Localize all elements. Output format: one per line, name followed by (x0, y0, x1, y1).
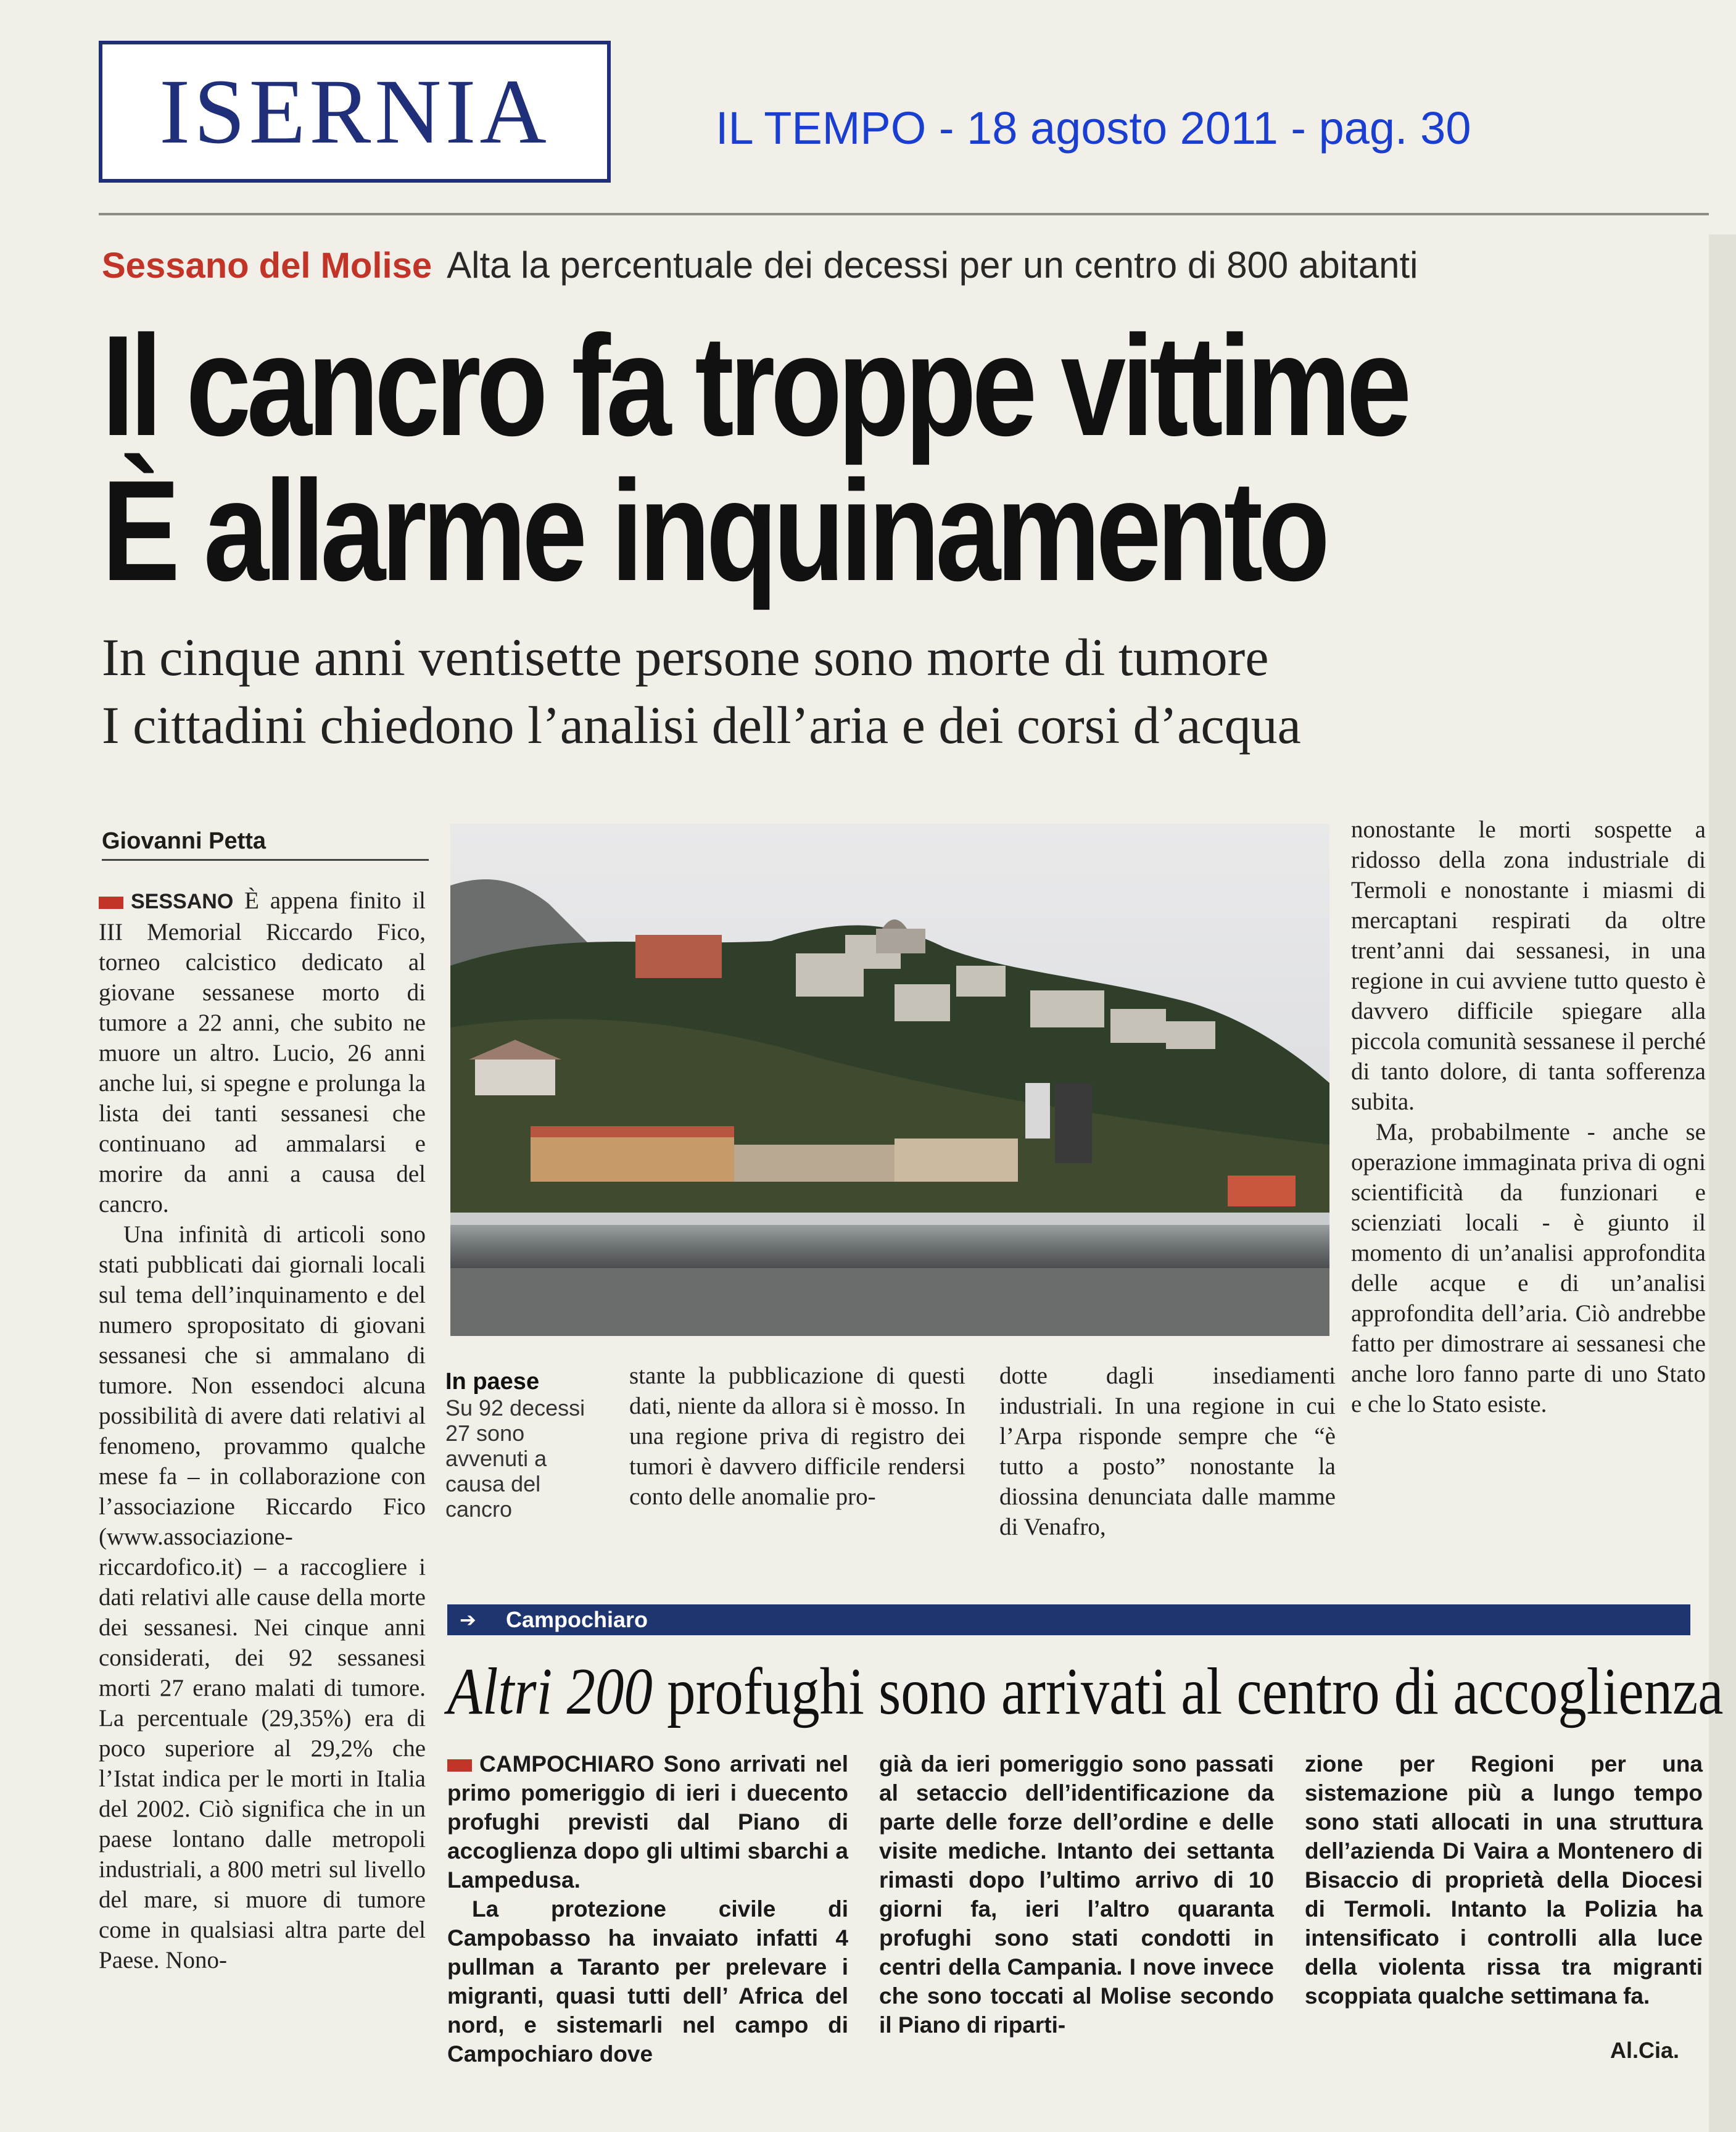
adjacent-page-edge (1709, 234, 1736, 2132)
paragraph: dotte dagli insediamenti industriali. In una regione in cui l’Arpa risponde sempre che “è tutto a posto” nonostante la diossina denunciata dalle mamme di Venafro, (999, 1363, 1336, 1540)
byline-rule (102, 859, 429, 861)
article-2-column-2 (879, 1749, 1274, 2039)
paragraph: stante la pubblicazione di questi dati, niente da allora si è mosso. In una regione priva di registro dei tumori è davvero difficile rendersi conto delle anomalie pro- (629, 1363, 965, 1510)
deck-line-1: In cinque anni ventisette persone sono morte di tumore (102, 628, 1269, 687)
caption-title: In paese (445, 1369, 540, 1395)
paragraph: Sono arrivati nel primo pomeriggio di ieri i duecento profughi previsti dal Piano di accoglienza dopo gli ultimi sbarchi a Lampedusa. (447, 1751, 849, 1893)
deck-line-2: I cittadini chiedono l’analisi dell’aria e dei corsi d’acqua (102, 695, 1301, 755)
arrow-right-icon: ➔ (460, 1608, 476, 1632)
section-title: ISERNIA (159, 60, 550, 163)
article-2-signature: Al.Cia. (1610, 2038, 1680, 2063)
paragraph: La protezione civile di Campobasso ha invaiato infatti 4 pullman a Taranto per prelevare i migranti, quasi tutti dell’ Africa del nord, e sistemarli nel campo di Campochiaro dove (447, 1896, 848, 2067)
header-divider (99, 213, 1709, 215)
source-annotation: IL TEMPO - 18 agosto 2011 - pag. 30 (716, 102, 1471, 154)
headline-line-2: È allarme inquinamento (102, 451, 1326, 611)
headline-line-1: Il cancro fa troppe vittime (102, 306, 1407, 466)
paragraph: È appena finito il III Memorial Riccardo Fico, torneo calcistico dedicato al giovane sessanese morto di tumore a 22 anni, che subito ne muore un altro. Lucio, 26 anni anche lui, si spegne e prolunga la lista dei tanti sessanesi che continuano ad ammalarsi e morire da anni a causa del cancro. (99, 887, 426, 1217)
paragraph: zione per Regioni per una sistemazione più a lungo tempo sono stati allocati in una struttura dell’azienda Di Vaira a Montenero di Bisaccio di proprietà della Diocesi di Termoli. Intanto la Polizia ha intensificato i controlli alla luce della violenta rissa tra migranti scoppiata qualche settimana fa. (1305, 1751, 1703, 2009)
dateline-marker (99, 897, 123, 909)
author-byline: Giovanni Petta (102, 828, 267, 854)
headline-italic: Altri 200 (447, 1655, 653, 1728)
village-photo (450, 824, 1329, 1336)
photo-caption (445, 1369, 593, 1522)
article-column-left (99, 886, 426, 2073)
dateline-marker (447, 1759, 472, 1772)
kicker-place: Sessano del Molise (102, 246, 432, 286)
article-column-middle-b (999, 1361, 1336, 1564)
kicker-text: Alta la percentuale dei decessi per un centro di 800 abitanti (447, 244, 1418, 286)
headline-rest: profughi sono arrivati al centro di accoglienza (667, 1655, 1724, 1728)
section-masthead (99, 41, 611, 183)
article-2-column-3 (1305, 1749, 1703, 2033)
article-2-column-1 (447, 1749, 849, 2067)
paragraph: Una infinità di articoli sono stati pubblicati dai giornali locali sul tema dell’inquinamento e del numero spropositato di giovani sessanesi che si ammalano di tumore. Non essendoci alcuna possibilità di avere dati relativi al fenomeno, provammo qualche mese fa – in collaborazione con l’associazione Riccardo Fico (www.associazione-riccardofico.it) – a raccogliere i dati relativi alle cause della morte dei sessanesi. Nei cinque anni considerati, dei 92 sessanesi morti 27 erano malati di tumore. La percentuale (29,35%) era di poco superiore al 29,2% che l’Istat indica per le morti in Italia del 2002. Ciò significa che in un paese lontano dalle metropoli industriali, a 800 metri sul livello del mare, si muore di tumore come in qualsiasi altra parte del Paese. Nono- (99, 1221, 426, 1973)
dateline: SESSANO (131, 890, 234, 913)
dateline: CAMPOCHIARO (479, 1751, 655, 1777)
section-band-label: Campochiaro (506, 1607, 648, 1632)
article-column-right (1351, 815, 1706, 1574)
paragraph: Ma, probabilmente - anche se operazione immaginata priva di ogni scientificità da funzionari e scienziati locali - è giunto il momento di un’analisi approfondita delle acque e di un’analisi approfondita dell’aria. Ciò andrebbe fatto per dimostrare ai sessanesi che anche loro fanno parte di uno Stato e che lo Stato esiste. (1351, 1119, 1706, 1417)
paragraph: nonostante le morti sospette a ridosso della zona industriale di Termoli e nonostante i miasmi di mercaptani respirati da oltre trent’anni dai sessanesi, in una regione in cui avviene tutto questo è davvero difficile spiegare alla piccola comunità sessanese il perché di tanto dolore, di tanta sofferenza subita. (1351, 816, 1706, 1115)
kicker (102, 244, 1418, 286)
article-column-middle-a (629, 1361, 965, 1564)
headline-article-2 (447, 1654, 1724, 1730)
caption-text: Su 92 decessi 27 sono avvenuti a causa del cancro (445, 1395, 585, 1522)
paragraph: già da ieri pomeriggio sono passati al setaccio dell’identificazione da parte delle forze dell’ordine e delle visite mediche. Intanto dei settanta rimasti dopo l’ultimo arrivo di 10 giorni fa, ieri l’altro quaranta profughi sono stati condotti in centri della Campania. I nove invece che sono toccati al Molise secondo il Piano di riparti- (879, 1751, 1274, 2038)
